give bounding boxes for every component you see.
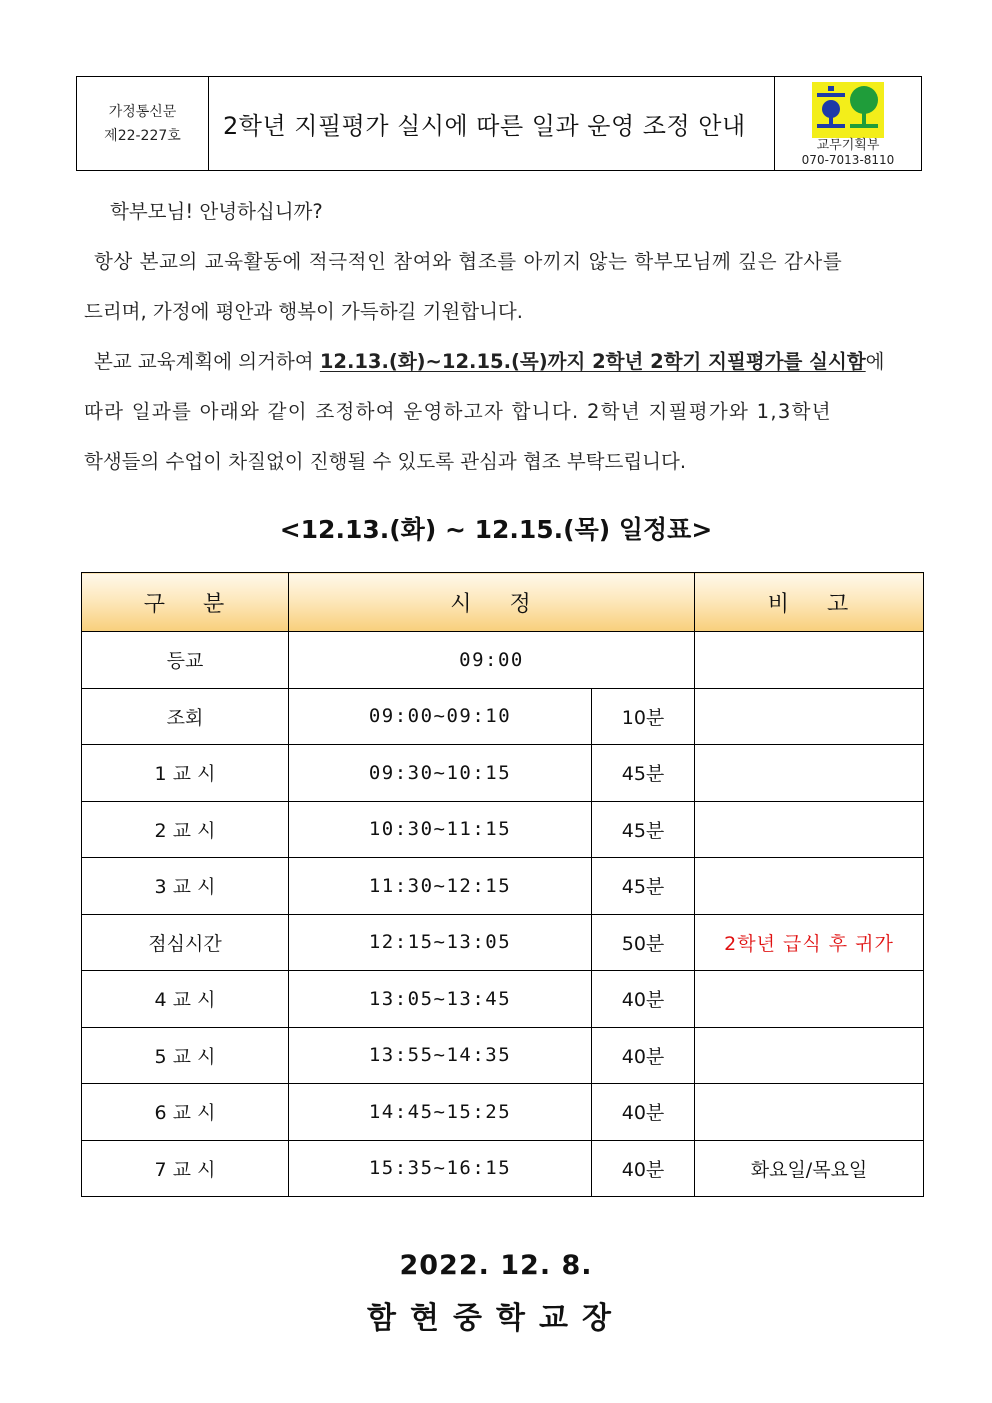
greeting: 학부모님! 안녕하십니까? <box>110 200 323 223</box>
schedule-table <box>81 572 924 1197</box>
row-label: 점심시간 <box>82 914 289 971</box>
row-note <box>695 971 924 1028</box>
row-time: 09:00 <box>289 632 695 689</box>
schedule-title: <12.13.(화) ~ 12.15.(목) 일정표> <box>279 515 713 544</box>
row-time: 13:05~13:45 <box>289 971 592 1028</box>
doc-title: 2학년 지필평가 실시에 따른 일과 운영 조정 안내 <box>209 77 775 170</box>
table-row <box>82 688 924 745</box>
document-header <box>76 76 922 171</box>
doc-number: 제22-227호 <box>104 127 181 144</box>
table-row <box>82 1084 924 1141</box>
row-label: 5 교 시 <box>82 1027 289 1084</box>
row-duration: 45분 <box>592 858 695 915</box>
principal-signature: 함현중학교장 <box>367 1301 625 1336</box>
row-time: 12:15~13:05 <box>289 914 592 971</box>
table-row <box>82 914 924 971</box>
paragraph-2-tail: 에 <box>865 350 885 373</box>
row-label: 6 교 시 <box>82 1084 289 1141</box>
table-row <box>82 801 924 858</box>
school-logo-icon <box>812 82 884 138</box>
row-duration: 40분 <box>592 1027 695 1084</box>
row-label: 7 교 시 <box>82 1140 289 1197</box>
row-label: 4 교 시 <box>82 971 289 1028</box>
row-time: 10:30~11:15 <box>289 801 592 858</box>
row-time: 14:45~15:25 <box>289 1084 592 1141</box>
row-time: 11:30~12:15 <box>289 858 592 915</box>
department: 교무기획부 <box>816 138 880 153</box>
row-label: 등교 <box>82 632 289 689</box>
row-duration: 40분 <box>592 1084 695 1141</box>
row-note: 화요일/목요일 <box>695 1140 924 1197</box>
doc-type: 가정통신문 <box>108 103 177 120</box>
row-label: 조회 <box>82 688 289 745</box>
row-duration: 45분 <box>592 745 695 802</box>
table-row <box>82 745 924 802</box>
table-row <box>82 858 924 915</box>
row-duration: 45분 <box>592 801 695 858</box>
issue-date: 2022. 12. 8. <box>399 1250 593 1281</box>
row-note <box>695 1027 924 1084</box>
doc-info <box>77 77 209 170</box>
phone-number: 070-7013-8110 <box>801 153 895 167</box>
row-label: 1 교 시 <box>82 745 289 802</box>
row-time: 09:00~09:10 <box>289 688 592 745</box>
row-time: 15:35~16:15 <box>289 1140 592 1197</box>
row-duration: 40분 <box>592 971 695 1028</box>
table-row <box>82 632 924 689</box>
row-time: 09:30~10:15 <box>289 745 592 802</box>
row-note: 2학년 급식 후 귀가 <box>695 914 924 971</box>
header-category: 구 분 <box>82 573 289 632</box>
row-note <box>695 688 924 745</box>
exam-period-emphasis: 12.13.(화)~12.15.(목)까지 2학년 2학기 지필평가를 실시함 <box>319 350 866 373</box>
row-label: 3 교 시 <box>82 858 289 915</box>
row-time: 13:55~14:35 <box>289 1027 592 1084</box>
header-schedule: 시 정 <box>289 573 695 632</box>
paragraph-2-line-2: 따라 일과를 아래와 같이 조정하여 운영하고자 합니다. 2학년 지필평가와 1,3학년 <box>84 400 832 423</box>
row-duration: 10분 <box>592 688 695 745</box>
row-duration: 40분 <box>592 1140 695 1197</box>
header-remarks: 비 고 <box>695 573 924 632</box>
table-header-row <box>82 573 924 632</box>
row-note <box>695 632 924 689</box>
table-row <box>82 971 924 1028</box>
paragraph-2-line-1 <box>94 346 920 374</box>
table-row <box>82 1140 924 1197</box>
row-note <box>695 745 924 802</box>
paragraph-1-line-2: 드리며, 가정에 평안과 행복이 가득하길 기원합니다. <box>84 300 523 323</box>
row-note <box>695 1084 924 1141</box>
dept-info <box>775 77 921 170</box>
row-duration: 50분 <box>592 914 695 971</box>
paragraph-2-lead: 본교 교육계획에 의거하여 <box>94 350 320 373</box>
row-note <box>695 858 924 915</box>
row-label: 2 교 시 <box>82 801 289 858</box>
row-note <box>695 801 924 858</box>
paragraph-1-line-1: 항상 본교의 교육활동에 적극적인 참여와 협조를 아끼지 않는 학부모님께 깊은 감사를 <box>94 250 843 273</box>
paragraph-2-line-3: 학생들의 수업이 차질없이 진행될 수 있도록 관심과 협조 부탁드립니다. <box>84 450 687 473</box>
table-row <box>82 1027 924 1084</box>
